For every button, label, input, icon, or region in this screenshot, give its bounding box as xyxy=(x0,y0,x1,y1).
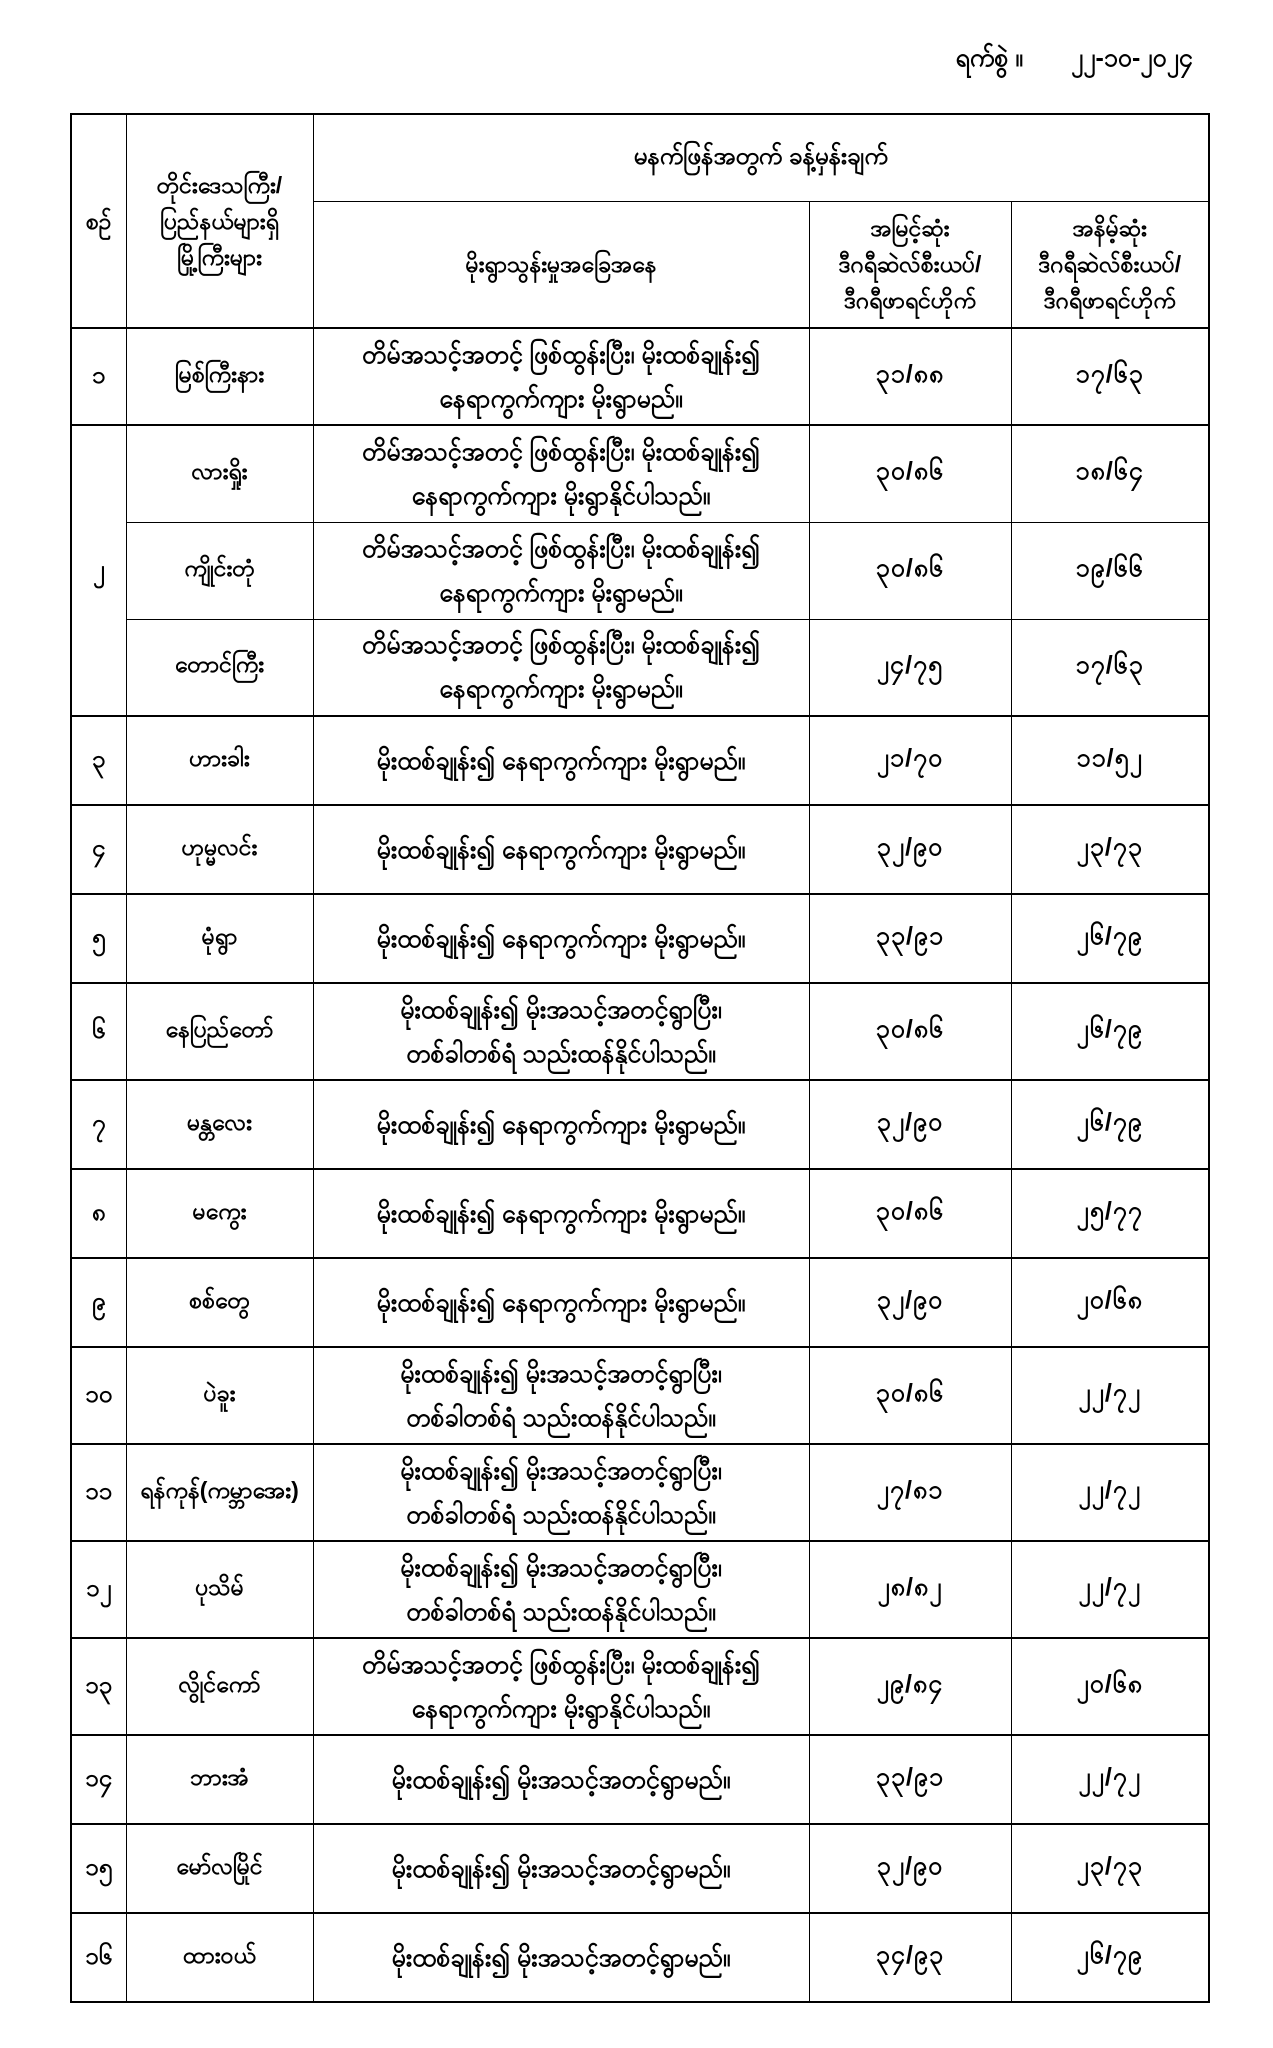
table-row xyxy=(71,522,1209,619)
serial-cell: ၂ xyxy=(71,425,126,716)
min-temp-cell: ၁၇/၆၃ xyxy=(1011,328,1209,425)
min-temp-cell: ၂၂/၇၂ xyxy=(1011,1735,1209,1824)
forecast-cell xyxy=(313,1444,809,1541)
forecast-line: နေရာကွက်ကျား မိုးရွာမည်။ xyxy=(439,675,683,704)
forecast-line: နေရာကွက်ကျား မိုးရွာမည်။ xyxy=(439,578,683,607)
header-city-col xyxy=(126,114,313,328)
forecast-line: တိမ်အသင့်အတင့် ဖြစ်ထွန်းပြီး၊ မိုးထစ်ချုန်း၍ xyxy=(362,631,760,660)
city-cell: မြစ်ကြီးနား xyxy=(126,328,313,425)
header-min-line: ဒီဂရီဆဲလ်စီးယပ်/ xyxy=(1038,251,1182,278)
table-row xyxy=(71,1913,1209,2002)
table-row xyxy=(71,1735,1209,1824)
header-min-line: ဒီဂရီဖာရင်ဟိုက် xyxy=(1043,287,1176,314)
forecast-cell xyxy=(313,1638,809,1735)
city-cell: နေပြည်တော် xyxy=(126,983,313,1080)
table-row xyxy=(71,983,1209,1080)
forecast-cell xyxy=(313,1913,809,2002)
serial-cell: ၉ xyxy=(71,1258,126,1347)
table-row xyxy=(71,1080,1209,1169)
table-row xyxy=(71,1444,1209,1541)
forecast-line: မိုးထစ်ချုန်း၍ မိုးအသင့်အတင့်ရွာမည်။ xyxy=(391,1854,731,1883)
city-cell: ဟုမ္မလင်း xyxy=(126,805,313,894)
serial-cell: ၄ xyxy=(71,805,126,894)
forecast-cell xyxy=(313,1824,809,1913)
forecast-line: တစ်ခါတစ်ရံ သည်းထန်နိုင်ပါသည်။ xyxy=(406,1403,716,1432)
max-temp-cell: ၂၁/၇၀ xyxy=(809,716,1011,805)
city-cell: တောင်ကြီး xyxy=(126,619,313,716)
forecast-line: တစ်ခါတစ်ရံ သည်းထန်နိုင်ပါသည်။ xyxy=(406,1500,716,1529)
header-max-line: အမြင့်ဆုံး xyxy=(870,215,950,242)
max-temp-cell: ၃၂/၉၀ xyxy=(809,1258,1011,1347)
forecast-line: တိမ်အသင့်အတင့် ဖြစ်ထွန်းပြီး၊ မိုးထစ်ချုန်း၍ xyxy=(362,1650,760,1679)
serial-cell: ၁၄ xyxy=(71,1735,126,1824)
city-cell: ပုသိမ် xyxy=(126,1541,313,1638)
forecast-cell xyxy=(313,522,809,619)
serial-cell: ၆ xyxy=(71,983,126,1080)
date-value: ၂၂-၁၀-၂၀၂၄ xyxy=(1070,44,1193,72)
city-cell: လားရှိုး xyxy=(126,425,313,522)
max-temp-cell: ၃၂/၉၀ xyxy=(809,1080,1011,1169)
forecast-line: မိုးထစ်ချုန်း၍ မိုးအသင့်အတင့်ရွာပြီး၊ xyxy=(400,1553,722,1582)
city-cell: ကျိုင်းတုံ xyxy=(126,522,313,619)
min-temp-cell: ၂၂/၇၂ xyxy=(1011,1541,1209,1638)
header-rain-col: မိုးရွာသွန်းမှုအခြေအနေ xyxy=(313,201,809,328)
max-temp-cell: ၃၀/၈၆ xyxy=(809,425,1011,522)
forecast-line: မိုးထစ်ချုန်း၍ မိုးအသင့်အတင့်ရွာမည်။ xyxy=(391,1765,731,1794)
min-temp-cell: ၂၀/၆၈ xyxy=(1011,1638,1209,1735)
header-min-line: အနိမ့်ဆုံး xyxy=(1072,215,1147,242)
max-temp-cell: ၂၈/၈၂ xyxy=(809,1541,1011,1638)
table-row xyxy=(71,619,1209,716)
forecast-line: တိမ်အသင့်အတင့် ဖြစ်ထွန်းပြီး၊ မိုးထစ်ချုန်း၍ xyxy=(362,437,760,466)
serial-cell: ၁ xyxy=(71,328,126,425)
serial-cell: ၁၃ xyxy=(71,1638,126,1735)
min-temp-cell: ၂၆/၇၉ xyxy=(1011,1913,1209,2002)
date-line xyxy=(956,42,1193,79)
min-temp-cell: ၂၃/၇၃ xyxy=(1011,805,1209,894)
header-city-line: ပြည်နယ်များရှိ xyxy=(160,208,279,234)
forecast-line: မိုးထစ်ချုန်း၍ နေရာကွက်ကျား မိုးရွာမည်။ xyxy=(376,746,746,775)
max-temp-cell: ၃၁/၈၈ xyxy=(809,328,1011,425)
forecast-line: မိုးထစ်ချုန်း၍ မိုးအသင့်အတင့်ရွာပြီး၊ xyxy=(400,1456,722,1485)
min-temp-cell: ၂၅/၇၇ xyxy=(1011,1169,1209,1258)
city-cell: ရန်ကုန်(ကမ္ဘာအေး) xyxy=(126,1444,313,1541)
forecast-cell xyxy=(313,425,809,522)
serial-cell: ၇ xyxy=(71,1080,126,1169)
table-header-row-top xyxy=(71,114,1209,201)
forecast-line: တစ်ခါတစ်ရံ သည်းထန်နိုင်ပါသည်။ xyxy=(406,1597,716,1626)
forecast-cell xyxy=(313,1735,809,1824)
table-row xyxy=(71,1541,1209,1638)
serial-cell: ၅ xyxy=(71,894,126,983)
min-temp-cell: ၁၉/၆၆ xyxy=(1011,522,1209,619)
min-temp-cell: ၂၆/၇၉ xyxy=(1011,983,1209,1080)
min-temp-cell: ၂၀/၆၈ xyxy=(1011,1258,1209,1347)
forecast-line: နေရာကွက်ကျား မိုးရွာနိုင်ပါသည်။ xyxy=(411,481,711,510)
city-cell: မုံရွာ xyxy=(126,894,313,983)
header-serial-col: စဉ် xyxy=(71,114,126,328)
table-row xyxy=(71,716,1209,805)
table-row xyxy=(71,1258,1209,1347)
serial-cell: ၁၁ xyxy=(71,1444,126,1541)
forecast-cell xyxy=(313,716,809,805)
header-min-temp-col xyxy=(1011,201,1209,328)
max-temp-cell: ၂၉/၈၄ xyxy=(809,1638,1011,1735)
forecast-line: နေရာကွက်ကျား မိုးရွာမည်။ xyxy=(439,384,683,413)
city-cell: ဟားခါး xyxy=(126,716,313,805)
forecast-line: မိုးထစ်ချုန်း၍ မိုးအသင့်အတင့်ရွာပြီး၊ xyxy=(400,995,722,1024)
table-row xyxy=(71,1638,1209,1735)
max-temp-cell: ၃၃/၉၁ xyxy=(809,1735,1011,1824)
table-row xyxy=(71,425,1209,522)
forecast-line: မိုးထစ်ချုန်း၍ နေရာကွက်ကျား မိုးရွာမည်။ xyxy=(376,1199,746,1228)
max-temp-cell: ၃၄/၉၃ xyxy=(809,1913,1011,2002)
header-city-line: မြို့ကြီးများ xyxy=(177,244,262,270)
serial-cell: ၃ xyxy=(71,716,126,805)
max-temp-cell: ၃၀/၈၆ xyxy=(809,1169,1011,1258)
city-cell: ပဲခူး xyxy=(126,1347,313,1444)
header-max-line: ဒီဂရီဖာရင်ဟိုက် xyxy=(844,287,976,314)
max-temp-cell: ၃၀/၈၆ xyxy=(809,983,1011,1080)
city-cell: မော်လမြိုင် xyxy=(126,1824,313,1913)
max-temp-cell: ၂၇/၈၁ xyxy=(809,1444,1011,1541)
max-temp-cell: ၃၃/၉၁ xyxy=(809,894,1011,983)
forecast-cell xyxy=(313,1080,809,1169)
min-temp-cell: ၂၆/၇၉ xyxy=(1011,894,1209,983)
forecast-cell xyxy=(313,619,809,716)
max-temp-cell: ၃၀/၈၆ xyxy=(809,522,1011,619)
forecast-cell xyxy=(313,1347,809,1444)
serial-cell: ၁၀ xyxy=(71,1347,126,1444)
forecast-line: မိုးထစ်ချုန်း၍ နေရာကွက်ကျား မိုးရွာမည်။ xyxy=(376,835,746,864)
forecast-line: မိုးထစ်ချုန်း၍ နေရာကွက်ကျား မိုးရွာမည်။ xyxy=(376,1288,746,1317)
max-temp-cell: ၂၄/၇၅ xyxy=(809,619,1011,716)
max-temp-cell: ၃၂/၉၀ xyxy=(809,805,1011,894)
forecast-cell xyxy=(313,894,809,983)
min-temp-cell: ၁၁/၅၂ xyxy=(1011,716,1209,805)
serial-cell: ၁၅ xyxy=(71,1824,126,1913)
city-cell: မကွေး xyxy=(126,1169,313,1258)
forecast-line: တိမ်အသင့်အတင့် ဖြစ်ထွန်းပြီး၊ မိုးထစ်ချုန်း၍ xyxy=(362,340,760,369)
header-city-line: တိုင်းဒေသကြီး/ xyxy=(156,172,283,198)
serial-cell: ၁၂ xyxy=(71,1541,126,1638)
city-cell: လွိုင်ကော် xyxy=(126,1638,313,1735)
min-temp-cell: ၁၇/၆၃ xyxy=(1011,619,1209,716)
table-row xyxy=(71,1347,1209,1444)
min-temp-cell: ၂၂/၇၂ xyxy=(1011,1444,1209,1541)
max-temp-cell: ၃၀/၈၆ xyxy=(809,1347,1011,1444)
forecast-line: တစ်ခါတစ်ရံ သည်းထန်နိုင်ပါသည်။ xyxy=(406,1039,716,1068)
table-row xyxy=(71,805,1209,894)
forecast-cell xyxy=(313,983,809,1080)
date-label: ရက်စွဲ ။ xyxy=(955,44,1023,72)
min-temp-cell: ၁၈/၆၄ xyxy=(1011,425,1209,522)
forecast-cell xyxy=(313,328,809,425)
city-cell: စစ်တွေ xyxy=(126,1258,313,1347)
table-row xyxy=(71,894,1209,983)
forecast-cell xyxy=(313,1258,809,1347)
forecast-line: မိုးထစ်ချုန်း၍ နေရာကွက်ကျား မိုးရွာမည်။ xyxy=(376,1110,746,1139)
weather-forecast-table xyxy=(70,113,1210,2003)
table-row xyxy=(71,1169,1209,1258)
serial-cell: ၁၆ xyxy=(71,1913,126,2002)
header-forecast-span: မနက်ဖြန်အတွက် ခန့်မှန်းချက် xyxy=(313,114,1209,201)
serial-cell: ၈ xyxy=(71,1169,126,1258)
forecast-line: မိုးထစ်ချုန်း၍ မိုးအသင့်အတင့်ရွာပြီး၊ xyxy=(400,1359,722,1388)
max-temp-cell: ၃၂/၉၀ xyxy=(809,1824,1011,1913)
min-temp-cell: ၂၂/၇၂ xyxy=(1011,1347,1209,1444)
table-row xyxy=(71,1824,1209,1913)
header-max-line: ဒီဂရီဆဲလ်စီးယပ်/ xyxy=(838,251,982,278)
min-temp-cell: ၂၃/၇၃ xyxy=(1011,1824,1209,1913)
table-row xyxy=(71,328,1209,425)
forecast-line: နေရာကွက်ကျား မိုးရွာနိုင်ပါသည်။ xyxy=(411,1694,711,1723)
forecast-line: မိုးထစ်ချုန်း၍ မိုးအသင့်အတင့်ရွာမည်။ xyxy=(391,1943,731,1972)
forecast-line: မိုးထစ်ချုန်း၍ နေရာကွက်ကျား မိုးရွာမည်။ xyxy=(376,924,746,953)
forecast-cell xyxy=(313,805,809,894)
city-cell: ဘားအံ xyxy=(126,1735,313,1824)
header-max-temp-col xyxy=(809,201,1011,328)
forecast-cell xyxy=(313,1169,809,1258)
forecast-cell xyxy=(313,1541,809,1638)
min-temp-cell: ၂၆/၇၉ xyxy=(1011,1080,1209,1169)
city-cell: ထားဝယ် xyxy=(126,1913,313,2002)
city-cell: မန္တလေး xyxy=(126,1080,313,1169)
forecast-line: တိမ်အသင့်အတင့် ဖြစ်ထွန်းပြီး၊ မိုးထစ်ချုန်း၍ xyxy=(362,534,760,563)
